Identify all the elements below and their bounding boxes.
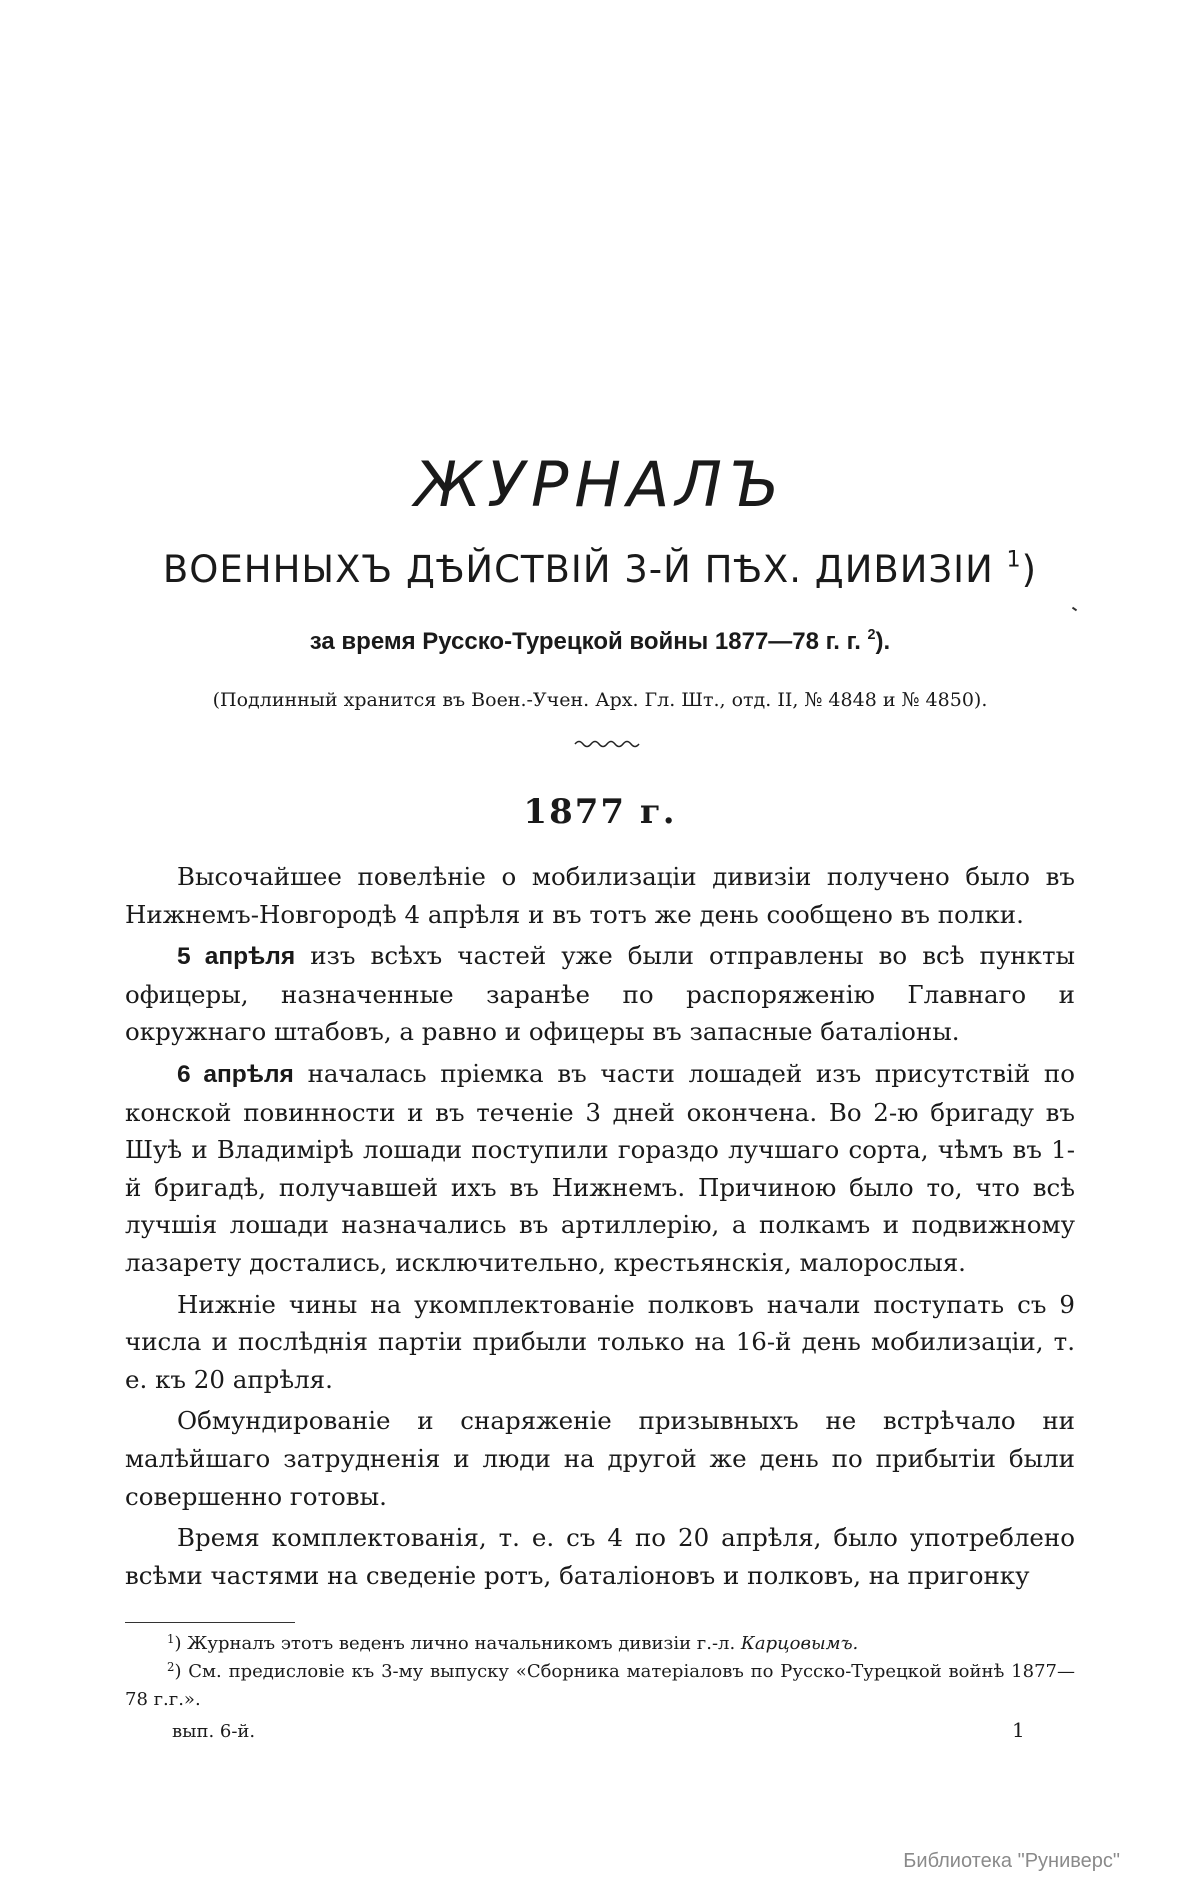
footnote-text: ) Журналъ этотъ веденъ лично начальникомъ дивизіи г.-л. xyxy=(174,1633,741,1654)
year-heading: 1877 г. xyxy=(523,792,677,832)
paragraph-text: началась пріемка въ части лошадей изъ присутствій по конской повинности и въ теченіе 3 дней окончена. Во 2-ю бригаду въ Шуѣ и Владимірѣ лошади поступили гораздо лучшаго сорта, чѣмъ въ 1-й бригадѣ, получавшей ихъ въ Нижнемъ. Причиною было то, что всѣ лучшія лошади назначались въ артиллерію, а полкамъ и подвижному лазарету достались, исключительно, крестьянскія, малорослыя. xyxy=(125,1058,1075,1277)
footnotes xyxy=(125,1630,1075,1714)
subtitle-footnote-mark: 1 xyxy=(1006,546,1022,573)
page-number: 1 xyxy=(1012,1718,1025,1742)
entry-date: 6 апрѣля xyxy=(177,1060,294,1088)
ornament-divider xyxy=(573,738,643,750)
footnote-2 xyxy=(125,1658,1075,1714)
footnote-mark: 1 xyxy=(167,1632,175,1647)
library-watermark: Библиотека "Руниверс" xyxy=(903,1850,1120,1872)
paragraph: Обмундированіе и снаряженіе призывныхъ не встрѣчало ни малѣйшаго затрудненія и люди на другой же день по прибытіи были совершенно готовы. xyxy=(125,1406,1075,1511)
issue-label: вып. 6-й. xyxy=(172,1721,256,1742)
paragraph: Высочайшее повелѣніе о мобилизаціи дивизіи получено было въ Нижнемъ-Новгородѣ 4 апрѣля и въ тотъ же день сообщено въ полки. xyxy=(125,862,1075,929)
period-footnote-mark: 2 xyxy=(867,626,876,643)
footnote-text: ) См. предисловіе къ 3-му выпуску «Сборника матеріаловъ по Русско-Турецкой войнѣ 1877—78 г.г.». xyxy=(125,1661,1075,1710)
journal-body xyxy=(125,858,1075,1594)
journal-subtitle: ВОЕННЫХЪ ДѢЙСТВІЙ 3-Й ПѢХ. ДИВИЗІИ $^1$) xyxy=(162,546,1038,591)
entry-date: 5 апрѣля xyxy=(177,943,296,971)
paragraph: Время комплектованія, т. е. съ 4 по 20 апрѣля, было употреблено всѣми частями на сведеніе ротъ, баталіоновъ и полковъ, на пригонку xyxy=(125,1523,1075,1590)
archive-note: (Подлинный хранится въ Воен.-Учен. Арх. Гл. Шт., отд. II, № 4848 и № 4850). xyxy=(212,689,988,711)
subtitle-text: ВОЕННЫХЪ ДѢЙСТВІЙ 3-Й ПѢХ. ДИВИЗІИ xyxy=(162,548,994,591)
paragraph xyxy=(125,1055,1075,1282)
footnote-divider xyxy=(125,1622,295,1623)
war-period-line: за время Русско-Турецкой войны 1877—78 г. г. $^2$). xyxy=(309,626,891,655)
paragraph: Нижніе чины на укомплектованіе полковъ начали поступать съ 9 числа и послѣднія партіи прибыли только на 16-й день мобилизаціи, т. е. къ 20 апрѣля. xyxy=(125,1289,1075,1394)
footnote-mark: 2 xyxy=(167,1660,175,1675)
war-period-text: за время Русско-Турецкой войны 1877—78 г. г. xyxy=(309,628,861,655)
footnote-author: Карцовымъ. xyxy=(740,1633,859,1654)
print-speck xyxy=(1072,607,1077,612)
footnote-1 xyxy=(125,1630,1075,1658)
paragraph-text: изъ всѣхъ частей уже были отправлены во всѣ пункты офицеры, назначенные заранѣе по распоряженію Главнаго и окружнаго штабовъ, а равно и офицеры въ запасные баталіоны. xyxy=(125,941,1075,1047)
paragraph xyxy=(125,937,1075,1051)
journal-title: ЖУРНАЛЪ xyxy=(414,448,786,521)
